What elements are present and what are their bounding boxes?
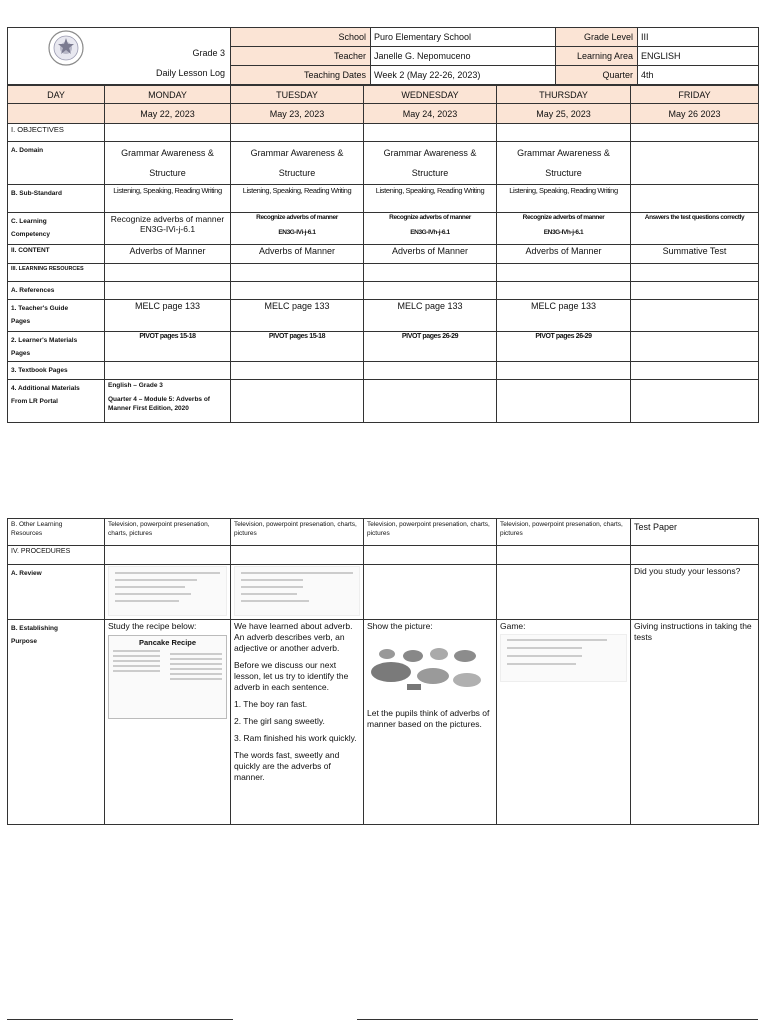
other-resources-label — [8, 519, 105, 546]
log-title: Daily Lesson Log — [155, 68, 225, 78]
substandard-monday: Listening, Speaking, Reading Writing — [105, 185, 231, 213]
purpose-wed-text-1: Show the picture: — [367, 621, 433, 631]
signature-line-left — [7, 1019, 233, 1020]
review-tuesday — [231, 565, 364, 620]
purpose-tue-conclusion: The words fast, sweetly and quickly are the adverbs of manner. — [234, 750, 340, 782]
day-wednesday: WEDNESDAY — [364, 86, 497, 104]
teachers-guide-label — [8, 300, 105, 332]
purpose-tue-sentence-1: 1. The boy ran fast. — [234, 699, 308, 709]
date-wednesday: May 24, 2023 — [364, 104, 497, 124]
content-friday: Summative Test — [631, 245, 759, 264]
purpose-thursday — [497, 620, 631, 825]
competency-friday: Answers the test questions correctly — [631, 213, 759, 245]
other-tuesday: Television, powerpoint presenation, charts, pictures — [231, 519, 364, 546]
day-thursday: THURSDAY — [497, 86, 631, 104]
learners-materials-label — [8, 332, 105, 362]
competency-wednesday — [364, 213, 497, 245]
empty-cell — [497, 362, 631, 380]
signature-line-right — [357, 1019, 758, 1020]
tg-label-line-2: Pages — [11, 318, 31, 325]
empty-cell — [231, 264, 364, 282]
procedures-table — [7, 518, 759, 825]
empty-cell — [231, 362, 364, 380]
other-label-line-2: Resources — [11, 530, 43, 537]
content-monday: Adverbs of Manner — [105, 245, 231, 264]
other-monday: Television, powerpoint presenation, charts, pictures — [105, 519, 231, 546]
pictures-image — [367, 642, 489, 694]
domain-wednesday — [364, 142, 497, 185]
domain-tuesday — [231, 142, 364, 185]
resources-label: III. LEARNING RESOURCES — [8, 264, 105, 282]
recipe-procedure-block — [170, 650, 222, 683]
day-tuesday: TUESDAY — [231, 86, 364, 104]
content-label: II. CONTENT — [8, 245, 105, 264]
empty-cell — [105, 362, 231, 380]
competency-text: Recognize adverbs of manner — [389, 214, 471, 221]
empty-cell — [105, 264, 231, 282]
competency-text: Recognize adverbs of manner — [522, 214, 605, 221]
references-label: A. References — [8, 282, 105, 300]
date-row-blank — [8, 104, 105, 124]
substandard-thursday: Listening, Speaking, Reading Writing — [497, 185, 631, 213]
empty-cell — [364, 282, 497, 300]
empty-cell — [364, 362, 497, 380]
additional-monday — [105, 380, 231, 423]
substandard-label: B. Sub-Standard — [8, 185, 105, 213]
purpose-friday: Giving instructions in taking the tests — [631, 620, 759, 825]
date-friday: May 26 2023 — [631, 104, 759, 124]
purpose-tue-sentence-2: 2. The girl sang sweetly. — [234, 716, 325, 726]
game-image — [500, 634, 627, 682]
purpose-thu-text: Game: — [500, 621, 526, 631]
purpose-tue-para-1: We have learned about adverb. An adverb describes verb, an adjective or another adverb. — [234, 621, 353, 653]
empty-cell — [631, 546, 759, 565]
empty-cell — [231, 546, 364, 565]
competency-tuesday — [231, 213, 364, 245]
additional-label-line-2: From LR Portal — [11, 398, 58, 405]
competency-label-line-2: Competency — [11, 231, 51, 238]
review-label: A. Review — [8, 565, 105, 620]
additional-materials-label — [8, 380, 105, 423]
procedures-label: IV. PROCEDURES — [8, 546, 105, 565]
lm-tuesday: PIVOT pages 15-18 — [231, 332, 364, 362]
date-monday: May 22, 2023 — [105, 104, 231, 124]
teacher-label: Teacher — [231, 47, 371, 66]
quarter-value: 4th — [638, 66, 759, 85]
domain-line-1: Grammar Awareness & — [121, 148, 214, 158]
tg-tuesday: MELC page 133 — [231, 300, 364, 332]
other-label-line-1: B. Other Learning — [11, 521, 63, 528]
purpose-wed-text-2: Let the pupils think of adverbs of manner based on the pictures. — [367, 708, 490, 729]
recipe-title: Pancake Recipe — [138, 638, 197, 647]
grade-level-label: Grade Level — [556, 28, 638, 47]
review-monday — [105, 565, 231, 620]
other-friday: Test Paper — [631, 519, 759, 546]
substandard-friday — [631, 185, 759, 213]
purpose-label — [8, 620, 105, 825]
quarter-label: Quarter — [556, 66, 638, 85]
empty-cell — [497, 282, 631, 300]
competency-code: EN3G-IVi-j-6.1 — [278, 229, 316, 236]
additional-line-1: English – Grade 3 — [108, 382, 163, 389]
additional-line-2: Quarter 4 – Module 5: Adverbs of Manner First Edition, 2020 — [108, 396, 210, 412]
empty-cell — [364, 380, 497, 423]
lm-wednesday: PIVOT pages 26-29 — [364, 332, 497, 362]
empty-cell — [105, 546, 231, 565]
daily-lesson-log-table — [7, 27, 759, 85]
review-worksheet-image — [234, 566, 360, 616]
domain-line-1: Grammar Awareness & — [517, 148, 610, 158]
competency-thursday — [497, 213, 631, 245]
lesson-plan-table — [7, 85, 759, 423]
lm-label-line-1: 2. Learner's Materials — [11, 337, 78, 344]
day-header: DAY — [8, 86, 105, 104]
day-friday: FRIDAY — [631, 86, 759, 104]
substandard-tuesday: Listening, Speaking, Reading Writing — [231, 185, 364, 213]
empty-cell — [497, 380, 631, 423]
purpose-tue-para-2: Before we discuss our next lesson, let us try to identify the adverb in each sentence. — [234, 660, 349, 692]
teaching-dates-label: Teaching Dates — [231, 66, 371, 85]
empty-cell — [105, 282, 231, 300]
teaching-dates-value: Week 2 (May 22-26, 2023) — [371, 66, 556, 85]
domain-monday — [105, 142, 231, 185]
school-value: Puro Elementary School — [371, 28, 556, 47]
date-thursday: May 25, 2023 — [497, 104, 631, 124]
grade-text: Grade 3 — [192, 48, 225, 58]
other-wednesday: Television, powerpoint presenation, charts, pictures — [364, 519, 497, 546]
empty-cell — [631, 264, 759, 282]
additional-label-line-1: 4. Additional Materials — [11, 385, 80, 392]
other-thursday: Television, powerpoint presenation, charts, pictures — [497, 519, 631, 546]
header-logo-block — [8, 28, 231, 85]
purpose-label-line-1: B. Establishing — [11, 625, 58, 632]
empty-cell — [364, 546, 497, 565]
competency-code: EN3G-IVh-j-6.1 — [410, 229, 450, 236]
competency-text: Recognize adverbs of manner — [256, 214, 338, 221]
learning-area-value: ENGLISH — [638, 47, 759, 66]
empty-cell — [497, 264, 631, 282]
purpose-wednesday — [364, 620, 497, 825]
domain-line-2: Structure — [411, 168, 449, 178]
competency-label-line-1: C. Learning — [11, 218, 47, 225]
grade-level-value: III — [638, 28, 759, 47]
teacher-value: Janelle G. Nepomuceno — [371, 47, 556, 66]
purpose-monday — [105, 620, 231, 825]
purpose-tuesday — [231, 620, 364, 825]
lm-label-line-2: Pages — [11, 350, 31, 357]
empty-cell — [364, 264, 497, 282]
textbook-label: 3. Textbook Pages — [8, 362, 105, 380]
tg-monday: MELC page 133 — [105, 300, 231, 332]
competency-code: EN3G-IVh-j-6.1 — [543, 229, 584, 236]
substandard-wednesday: Listening, Speaking, Reading Writing — [364, 185, 497, 213]
domain-line-2: Structure — [278, 168, 316, 178]
day-monday: MONDAY — [105, 86, 231, 104]
purpose-monday-text: Study the recipe below: — [108, 621, 197, 631]
review-friday: Did you study your lessons? — [631, 565, 759, 620]
empty-cell — [364, 565, 497, 620]
tg-thursday: MELC page 133 — [497, 300, 631, 332]
empty-cell — [497, 546, 631, 565]
date-tuesday: May 23, 2023 — [231, 104, 364, 124]
empty-cell — [231, 124, 364, 142]
domain-friday — [631, 142, 759, 185]
empty-cell — [497, 124, 631, 142]
tg-wednesday: MELC page 133 — [364, 300, 497, 332]
empty-cell — [631, 124, 759, 142]
empty-cell — [631, 380, 759, 423]
tg-label-line-1: 1. Teacher's Guide — [11, 305, 69, 312]
content-thursday: Adverbs of Manner — [497, 245, 631, 264]
domain-line-1: Grammar Awareness & — [250, 148, 344, 158]
empty-cell — [231, 282, 364, 300]
school-label: School — [231, 28, 371, 47]
pancake-recipe-image — [108, 635, 227, 719]
domain-line-2: Structure — [149, 168, 186, 178]
empty-cell — [497, 565, 631, 620]
learning-area-label: Learning Area — [556, 47, 638, 66]
empty-cell — [364, 124, 497, 142]
content-tuesday: Adverbs of Manner — [231, 245, 364, 264]
deped-seal-logo — [48, 30, 84, 66]
empty-cell — [231, 380, 364, 423]
competency-label — [8, 213, 105, 245]
competency-monday: Recognize adverbs of manner EN3G-IVi-j-6.1 — [105, 213, 231, 245]
tg-friday — [631, 300, 759, 332]
lm-thursday: PIVOT pages 26-29 — [497, 332, 631, 362]
content-wednesday: Adverbs of Manner — [364, 245, 497, 264]
empty-cell — [105, 124, 231, 142]
domain-line-2: Structure — [545, 168, 582, 178]
purpose-label-line-2: Purpose — [11, 638, 38, 645]
review-worksheet-image — [108, 566, 227, 616]
lm-monday: PIVOT pages 15-18 — [105, 332, 231, 362]
empty-cell — [631, 282, 759, 300]
lm-friday — [631, 332, 759, 362]
domain-line-1: Grammar Awareness & — [383, 148, 477, 158]
empty-cell — [631, 362, 759, 380]
objectives-label: I. OBJECTIVES — [8, 124, 105, 142]
domain-thursday — [497, 142, 631, 185]
purpose-tue-sentence-3: 3. Ram finished his work quickly. — [234, 733, 357, 743]
domain-label: A. Domain — [8, 142, 105, 185]
